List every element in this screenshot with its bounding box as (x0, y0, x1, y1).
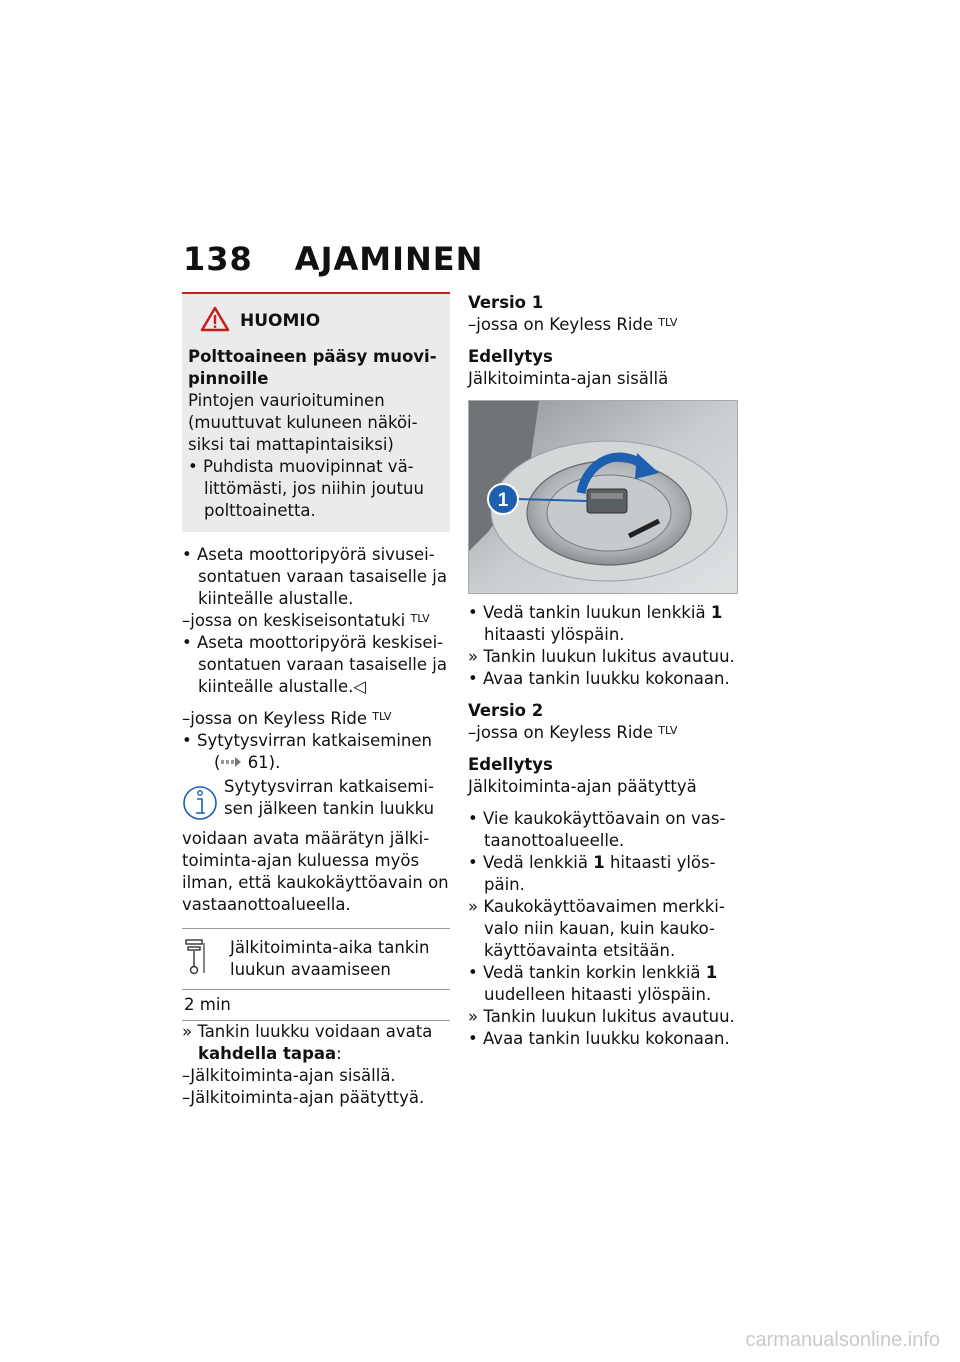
notice-label: HUOMIO (240, 311, 321, 331)
v2-step-pull: • Vedä lenkkiä 1 hitaasti ylös-päin. (468, 853, 716, 894)
notice-text: Pintojen vaurioituminen (muuttuvat kuluneen näköi-siksi tai mattapintaisiksi) (188, 391, 418, 454)
version1-variant: –jossa on Keyless Ride $^{TLV}$ (468, 315, 678, 334)
notice-title: Polttoaineen pääsy muovi-pinnoille (188, 347, 437, 388)
spec-label: Jälkitoiminta-aika tankin luukun avaamiseen (230, 938, 430, 979)
info-note (182, 776, 450, 828)
variant-center-stand: –jossa on keskiseisontatuki $^{TLV}$ (182, 611, 430, 630)
page-reference-arrow-icon (220, 753, 242, 772)
version1-heading: Versio 1 (468, 293, 544, 312)
page-reference: 61). (247, 753, 281, 772)
callout-number: 1 (497, 490, 509, 511)
step-ignition-off: • Sytytysvirran katkaiseminen ( 61). (182, 731, 432, 772)
info-text-line2: sen jälkeen tankin luukku (224, 799, 435, 818)
fuel-cap-figure (468, 400, 738, 594)
requirement-heading: Edellytys (468, 347, 553, 366)
v1-step-open: • Avaa tankin luukku kokonaan. (468, 669, 730, 688)
v1-result: » Tankin luukun lukitus avautuu. (468, 647, 735, 666)
version2-variant: –jossa on Keyless Ride $^{TLV}$ (468, 723, 678, 742)
v2-result-unlock: » Tankin luukun lukitus avautuu. (468, 1007, 735, 1026)
requirement-text: Jälkitoiminta-ajan sisällä (468, 369, 669, 388)
v1-step-pull: • Vedä tankin luukun lenkkiä 1 hitaasti ylöspäin. (468, 603, 723, 644)
info-icon (182, 776, 224, 828)
spec-value: 2 min (182, 990, 450, 1021)
warning-triangle-icon (200, 306, 230, 336)
page-header (183, 240, 483, 278)
info-text-rest: voidaan avata määrätyn jälki-toiminta-ajan kuluessa myös ilman, että kaukokäyttöavain on vastaanottoalueella. (182, 829, 449, 914)
step-sidestand: • Aseta moottoripyörä sivusei-sontatuen varaan tasaiselle ja kiinteälle alustalle. (182, 545, 447, 608)
timer-icon (182, 937, 230, 981)
v2-step-open: • Avaa tankin luukku kokonaan. (468, 1029, 730, 1048)
tlv-mark: TLV (658, 724, 678, 737)
requirement-text-2: Jälkitoiminta-ajan päätyttyä (468, 777, 697, 796)
version2-heading: Versio 2 (468, 701, 544, 720)
spec-row-label (182, 929, 450, 990)
section-title: AJAMINEN (294, 240, 484, 278)
page-number: 138 (183, 240, 253, 278)
tlv-mark: TLV (372, 710, 392, 723)
notice-header (200, 306, 444, 336)
requirement-heading-2: Edellytys (468, 755, 553, 774)
left-column (182, 292, 450, 1109)
notice-box (182, 292, 450, 532)
result-two-ways: » Tankin luukku voidaan avata kahdella tapaa: (182, 1022, 433, 1063)
way-within-time: –Jälkitoiminta-ajan sisällä. (182, 1066, 396, 1085)
way-after-time: –Jälkitoiminta-ajan päätyttyä. (182, 1088, 425, 1107)
tlv-mark: TLV (410, 612, 430, 625)
tlv-mark: TLV (658, 316, 678, 329)
v2-step-key: • Vie kaukokäyttöavain on vas-taanottoalueelle. (468, 809, 726, 850)
variant-keyless: –jossa on Keyless Ride $^{TLV}$ (182, 709, 392, 728)
v2-step-pull-again: • Vedä tankin korkin lenkkiä 1 uudelleen hitaasti ylöspäin. (468, 963, 718, 1004)
step-centerstand: • Aseta moottoripyörä keskisei-sontatuen varaan tasaiselle ja kiinteälle alustalle.◁ (182, 633, 447, 696)
watermark: carmanualsonline.info (745, 1329, 940, 1351)
spec-table (182, 928, 450, 1021)
right-column (468, 292, 738, 1050)
info-text-line1: Sytytysvirran katkaisemi- (224, 777, 434, 796)
v2-result-indicator: » Kaukokäyttöavaimen merkki-valo niin kauan, kuin kauko-käyttöavainta etsitään. (468, 897, 725, 960)
notice-bullet: • Puhdista muovipinnat vä-littömästi, jos niihin joutuu polttoainetta. (188, 457, 424, 520)
